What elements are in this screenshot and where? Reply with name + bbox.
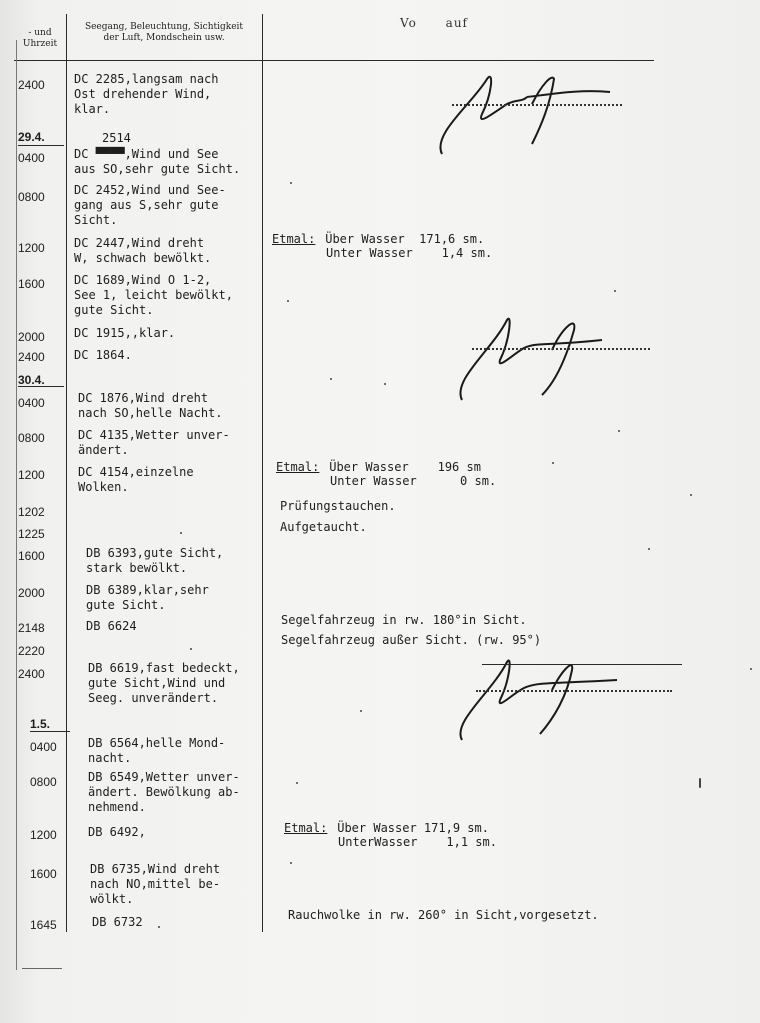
time-cell: 2400 (18, 78, 45, 92)
scan-speck (287, 300, 289, 302)
weather-entry: DC 4154,einzelne Wolken. (78, 465, 194, 494)
signature (432, 64, 632, 164)
time-cell: 2000 (18, 586, 45, 600)
time-cell: 1600 (30, 867, 57, 881)
weather-entry: DB 6393,gute Sicht, stark bewölkt. (86, 546, 224, 575)
signature (452, 310, 652, 410)
etmal-under-water: Unter Wasser 1,4 sm. (326, 246, 493, 260)
time-cell: 2220 (18, 644, 45, 658)
time-cell: 0800 (30, 775, 57, 789)
header-rule (14, 60, 654, 61)
scan-speck (158, 926, 160, 928)
weather-entry: DC ▀▀▀▀,Wind und See aus SO,sehr gute Sicht. (74, 147, 241, 176)
etmal-under-water: UnterWasser 1,1 sm. (338, 835, 497, 849)
signature-dotted-line (452, 104, 622, 106)
scan-speck (296, 782, 298, 784)
time-cell: 0400 (30, 740, 57, 754)
signature-rule (482, 664, 682, 665)
date-cell: 1.5. (30, 717, 51, 731)
header-time-column: - und Uhrzeit (22, 28, 58, 49)
remark-rauchwolke: Rauchwolke in rw. 260° in Sicht,vorgesetzt. (288, 908, 599, 922)
scan-speck (290, 862, 292, 864)
scan-speck (360, 710, 362, 712)
scan-speck (699, 778, 701, 788)
time-cell: 1225 (18, 527, 45, 541)
time-cell: 1200 (30, 828, 57, 842)
correction-insert: 2514 (102, 131, 131, 145)
time-cell: 1645 (30, 918, 57, 932)
time-cell: 0400 (18, 151, 45, 165)
weather-entry: DB 6389,klar,sehr gute Sicht. (86, 583, 209, 612)
weather-entry: DC 4135,Wetter unver- ändert. (78, 428, 230, 457)
weather-entry: DC 2452,Wind und See- gang aus S,sehr gute Sicht. (74, 183, 226, 227)
time-cell: 2400 (18, 667, 45, 681)
time-cell: 0400 (18, 396, 45, 410)
time-cell: 0800 (18, 431, 45, 445)
scan-speck (648, 548, 650, 550)
weather-entry: DC 1864. (74, 348, 132, 362)
etmal-label: Etmal: (284, 821, 328, 835)
weather-entry: DB 6732 (92, 915, 143, 929)
etmal-over-water: Über Wasser 171,6 sm. (318, 232, 485, 246)
weather-entry: DB 6624 (86, 619, 137, 633)
weather-entry: DC 2447,Wind dreht W, schwach bewölkt. (74, 236, 212, 265)
scan-speck (190, 648, 192, 650)
time-cell: 1200 (18, 468, 45, 482)
header-events-column: Vo auf (400, 16, 468, 30)
signature-dotted-line (476, 690, 672, 692)
etmal-label: Etmal: (276, 460, 320, 474)
scan-speck (384, 383, 386, 385)
time-cell: 1600 (18, 277, 45, 291)
time-cell: 1600 (18, 549, 45, 563)
weather-entry: DB 6735,Wind dreht nach NO,mittel be- wölkt. (90, 862, 221, 906)
weather-entry: DB 6492, (88, 825, 146, 839)
remark-segelfahrzeug-sighted: Segelfahrzeug in rw. 180°in Sicht. (281, 613, 527, 627)
date-rule-1 (30, 731, 70, 732)
weather-entry: DC 1689,Wind O 1-2, See 1, leicht bewölkt, gute Sicht. (74, 273, 233, 317)
time-cell: 1202 (18, 505, 45, 519)
date-cell: 30.4. (18, 373, 45, 387)
remark-segelfahrzeug-lost: Segelfahrzeug außer Sicht. (rw. 95°) (281, 633, 542, 647)
scan-speck (330, 378, 332, 380)
remark-pruefungstauchen: Prüfungstauchen. (280, 499, 396, 513)
header-weather-column: Seegang, Beleuchtung, Sichtigkeit der Luft, Mondschein usw. (84, 22, 244, 43)
scan-speck (614, 290, 616, 292)
weather-entry: DB 6564,helle Mond- nacht. (88, 736, 226, 765)
date-cell: 29.4. (18, 130, 45, 144)
etmal-over-water: Über Wasser 171,9 sm. (330, 821, 489, 835)
etmal-over-water: Über Wasser 196 sm (322, 460, 481, 474)
time-cell: 2400 (18, 350, 45, 364)
weather-entry: DC 1915,,klar. (74, 326, 176, 340)
weather-entry: DB 6549,Wetter unver- ändert. Bewölkung ab- nehmend. (88, 770, 240, 814)
column-rule-1 (66, 14, 67, 932)
signature (452, 652, 692, 752)
scan-speck (180, 532, 182, 534)
time-cell: 2000 (18, 330, 45, 344)
scan-speck (690, 494, 692, 496)
time-cell: 2148 (18, 621, 45, 635)
remark-aufgetaucht: Aufgetaucht. (280, 520, 367, 534)
time-cell: 0800 (18, 190, 45, 204)
scan-speck (290, 182, 292, 184)
time-cell: 1200 (18, 241, 45, 255)
etmal-under-water: Unter Wasser 0 sm. (330, 474, 497, 488)
etmal-label: Etmal: (272, 232, 316, 246)
scan-speck (618, 430, 620, 432)
signature-dotted-line (472, 348, 650, 350)
weather-entry: DC 2285,langsam nach Ost drehender Wind, klar. (74, 72, 219, 116)
scan-speck (750, 668, 752, 670)
column-rule-left (16, 40, 17, 970)
date-rule-29 (18, 145, 64, 146)
weather-entry: DC 1876,Wind dreht nach SO,helle Nacht. (78, 391, 223, 420)
bottom-rule (22, 968, 62, 969)
weather-entry: DB 6619,fast bedeckt, gute Sicht,Wind und Seeg. unverändert. (88, 661, 240, 705)
scan-speck (552, 462, 554, 464)
